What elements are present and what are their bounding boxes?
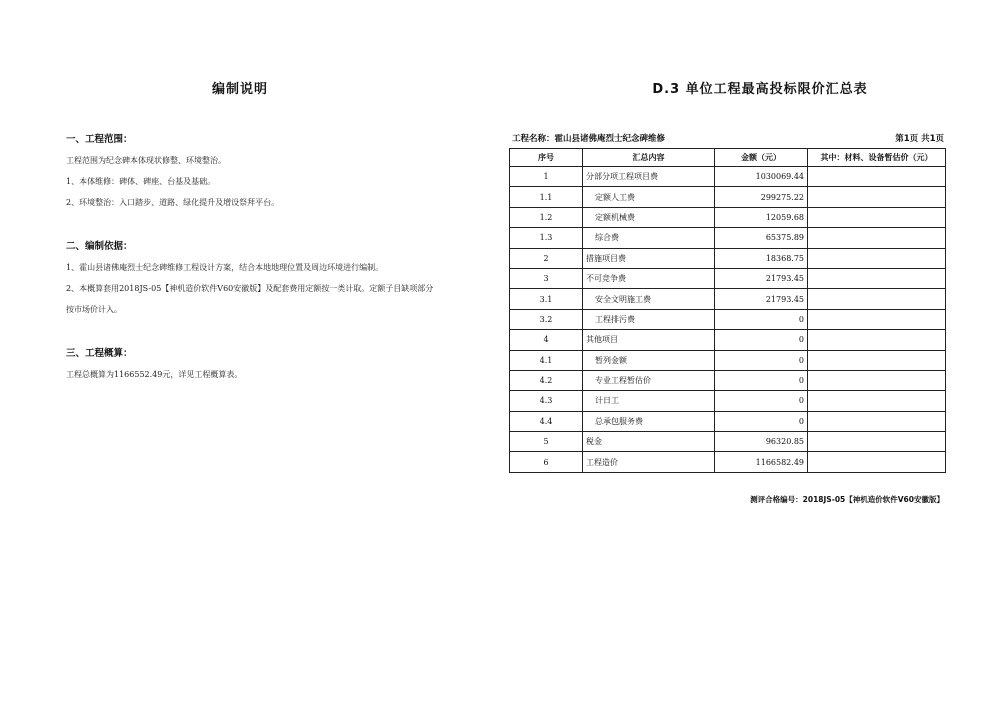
row-material-estimate (808, 268, 946, 288)
row-amount: 21793.45 (715, 268, 808, 288)
row-content: 专业工程暂估价 (583, 370, 715, 390)
row-content: 税金 (583, 432, 715, 452)
row-seq: 2 (510, 248, 583, 268)
row-amount: 0 (715, 350, 808, 370)
row-amount: 96320.85 (715, 432, 808, 452)
scope-paragraph-2: 1、本体维修：碑体、碑座、台基及基础。 (66, 177, 216, 186)
row-seq: 4.3 (510, 391, 583, 411)
table-row (510, 309, 946, 329)
row-material-estimate (808, 452, 946, 472)
row-seq: 1.3 (510, 228, 583, 248)
table-row (510, 207, 946, 227)
scope-paragraph-1: 工程范围为纪念碑本体现状修整、环境整治。 (66, 156, 226, 165)
row-material-estimate (808, 391, 946, 411)
row-content: 综合费 (583, 228, 715, 248)
header-material-estimate: 其中：材料、设备暂估价（元） (808, 149, 946, 167)
certification-footnote: 测评合格编号：2018JS-05【神机造价软件V60安徽版】 (750, 495, 944, 504)
row-seq: 3.2 (510, 309, 583, 329)
row-material-estimate (808, 370, 946, 390)
section-heading-estimate: 三、工程概算： (66, 348, 133, 359)
table-row (510, 452, 946, 472)
header-amount: 金额（元） (715, 149, 808, 167)
table-row (510, 432, 946, 452)
table-row (510, 187, 946, 207)
row-amount: 0 (715, 370, 808, 390)
row-material-estimate (808, 432, 946, 452)
table-row (510, 268, 946, 288)
row-amount: 21793.45 (715, 289, 808, 309)
table-row (510, 411, 946, 431)
table-row (510, 289, 946, 309)
row-amount: 0 (715, 309, 808, 329)
table-row (510, 248, 946, 268)
row-content: 分部分项工程项目费 (583, 167, 715, 187)
row-amount: 0 (715, 411, 808, 431)
row-material-estimate (808, 350, 946, 370)
table-row (510, 228, 946, 248)
row-seq: 6 (510, 452, 583, 472)
row-amount: 0 (715, 330, 808, 350)
estimate-paragraph-1: 工程总概算为1166552.49元，详见工程概算表。 (66, 370, 243, 379)
table-row (510, 167, 946, 187)
row-content: 计日工 (583, 391, 715, 411)
row-material-estimate (808, 289, 946, 309)
table-row (510, 330, 946, 350)
row-content: 暂列金额 (583, 350, 715, 370)
header-content: 汇总内容 (583, 149, 715, 167)
row-seq: 5 (510, 432, 583, 452)
basis-paragraph-1: 1、霍山县诸佛庵烈士纪念碑维修工程设计方案，结合本地地理位置及周边环境进行编制。 (66, 263, 384, 272)
row-material-estimate (808, 228, 946, 248)
row-seq: 3 (510, 268, 583, 288)
section-heading-basis: 二、编制依据： (66, 241, 133, 252)
row-seq: 4.2 (510, 370, 583, 390)
scope-paragraph-3: 2、环境整治：入口踏步、道路、绿化提升及增设祭拜平台。 (66, 198, 280, 207)
table-row (510, 370, 946, 390)
row-amount: 12059.68 (715, 207, 808, 227)
explanation-title: 编制说明 (211, 82, 268, 97)
header-seq: 序号 (510, 149, 583, 167)
table-header-row (510, 149, 946, 167)
project-name: 工程名称：霍山县诸佛庵烈士纪念碑维修 (512, 134, 666, 144)
row-material-estimate (808, 309, 946, 329)
table-row (510, 350, 946, 370)
row-seq: 1.2 (510, 207, 583, 227)
summary-title: D.3 单位工程最高投标限价汇总表 (652, 82, 868, 97)
row-amount: 1166582.49 (715, 452, 808, 472)
row-amount: 18368.75 (715, 248, 808, 268)
row-amount: 299275.22 (715, 187, 808, 207)
row-material-estimate (808, 330, 946, 350)
table-row (510, 391, 946, 411)
row-content: 定额机械费 (583, 207, 715, 227)
row-content: 总承包服务费 (583, 411, 715, 431)
row-content: 定额人工费 (583, 187, 715, 207)
basis-paragraph-3: 按市场价计入。 (66, 305, 122, 314)
row-amount: 1030069.44 (715, 167, 808, 187)
row-seq: 1.1 (510, 187, 583, 207)
row-content: 不可竞争费 (583, 268, 715, 288)
explanation-page (0, 0, 480, 706)
row-seq: 3.1 (510, 289, 583, 309)
row-amount: 65375.89 (715, 228, 808, 248)
row-material-estimate (808, 248, 946, 268)
row-content: 其他项目 (583, 330, 715, 350)
row-material-estimate (808, 187, 946, 207)
row-material-estimate (808, 411, 946, 431)
table-body (510, 167, 946, 473)
row-amount: 0 (715, 391, 808, 411)
row-content: 措施项目费 (583, 248, 715, 268)
row-seq: 4.1 (510, 350, 583, 370)
basis-paragraph-2: 2、本概算套用2018JS-05【神机造价软件V60安徽版】及配套费用定额按一类计取。定额子目缺项部分 (66, 284, 434, 293)
row-material-estimate (808, 207, 946, 227)
page-indicator: 第1页 共1页 (895, 134, 944, 144)
row-material-estimate (808, 167, 946, 187)
row-content: 工程造价 (583, 452, 715, 472)
row-seq: 1 (510, 167, 583, 187)
row-seq: 4 (510, 330, 583, 350)
row-content: 工程排污费 (583, 309, 715, 329)
section-heading-scope: 一、工程范围： (66, 134, 133, 145)
row-content: 安全文明施工费 (583, 289, 715, 309)
row-seq: 4.4 (510, 411, 583, 431)
summary-table (509, 148, 946, 473)
